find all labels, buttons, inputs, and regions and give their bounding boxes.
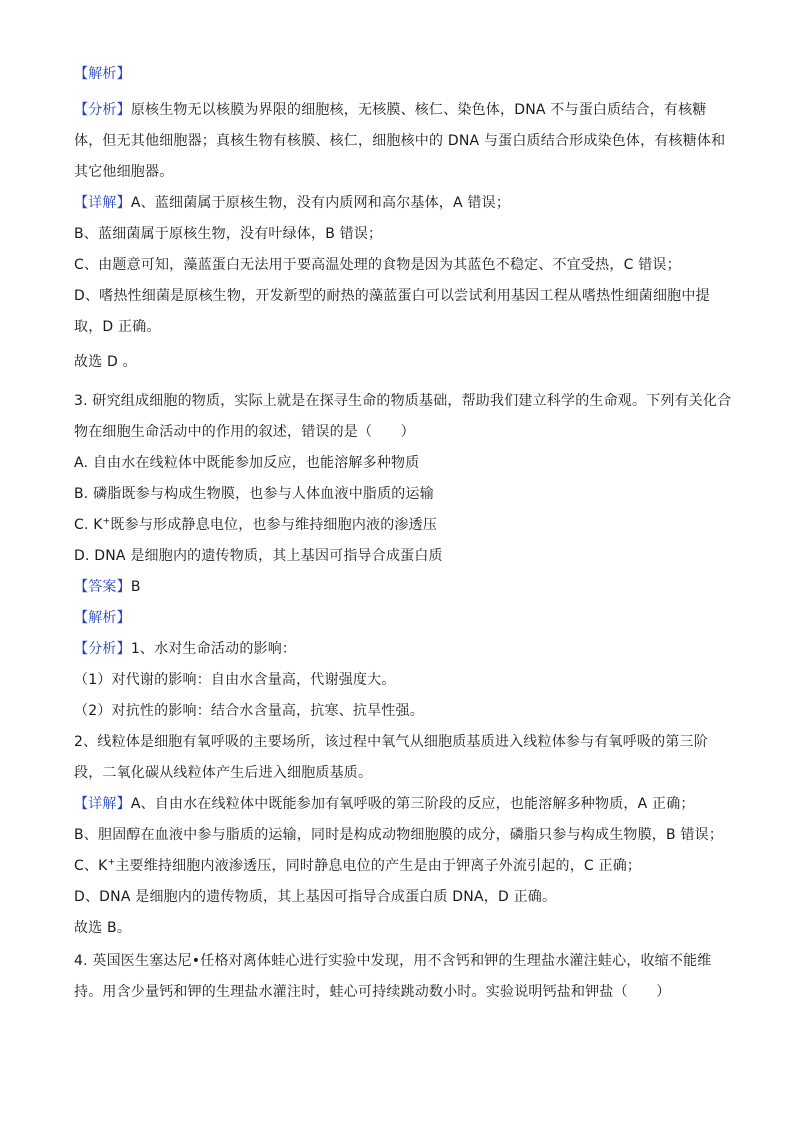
fenxi-line-1 <box>74 100 724 120</box>
question3-stem-1: 3. 研究组成细胞的物质，实际上就是在探寻生命的物质基础，帮助我们建立科学的生命观。下列有关化合 <box>74 393 732 409</box>
option-c-sup: + <box>102 516 111 527</box>
question3-option-c <box>74 515 724 535</box>
question4-stem-2: 持。用含少量钙和钾的生理盐水灌注时，蛙心可持续跳动数小时。实验说明钙盐和钾盐（ ） <box>74 984 671 1000</box>
fenxi-line-3: 其它他细胞器。 <box>74 164 174 180</box>
xiangjie3-line-c <box>74 856 724 876</box>
fenxi-label-3: 【分析】 <box>74 641 131 657</box>
fenxi-label-1: 【分析】 <box>74 102 131 118</box>
answer-line-3 <box>74 577 724 597</box>
xiangjie3-line-d: D、DNA 是细胞内的遗传物质，其上基因可指导合成蛋白质 DNA，D 正确。 <box>74 889 557 905</box>
conclusion-3: 故选 B。 <box>74 920 132 936</box>
conclusion-1: 故选 D 。 <box>74 354 137 370</box>
xiangjie-line-a <box>74 193 724 213</box>
xiangjie3-text-a: A、自由水在线粒体中既能参加有氧呼吸的第三阶段的反应，也能溶解多种物质，A 正确； <box>130 796 695 812</box>
fenxi3-text-1: 1、水对生命活动的影响： <box>130 641 297 657</box>
jiexi-label-1: 【解析】 <box>74 66 131 82</box>
fenxi3-line-3: （2）对抗性的影响：结合水含量高，抗寒、抗旱性强。 <box>74 703 424 719</box>
xiangjie3-line-a <box>74 794 724 814</box>
option-c-suffix: 既参与形成静息电位，也参与维持细胞内液的渗透压 <box>110 517 438 533</box>
xiangjie3-c-sup: + <box>107 857 116 868</box>
answer-label-3: 【答案】 <box>74 579 131 595</box>
question3-stem-2: 物在细胞生命活动中的作用的叙述，错误的是（ ） <box>74 424 415 440</box>
xiangjie-label-3: 【详解】 <box>74 796 131 812</box>
xiangjie3-c-prefix: C、K <box>74 858 108 874</box>
fenxi3-line-1 <box>74 639 724 659</box>
jiexi-label-3: 【解析】 <box>74 610 131 626</box>
question4-stem-1: 4. 英国医生塞达尼•任格对离体蛙心进行实验中发现，用不含钙和钾的生理盐水灌注蛙心，收缩不能维 <box>74 953 712 969</box>
xiangjie-label-1: 【详解】 <box>74 195 131 211</box>
fenxi3-line-4: 2、线粒体是细胞有氧呼吸的主要场所，该过程中氧气从细胞质基质进入线粒体参与有氧呼吸的第三阶 <box>74 734 708 750</box>
fenxi-text-1: 原核生物无以核膜为界限的细胞核，无核膜、核仁、染色体，DNA 不与蛋白质结合，有核糖 <box>130 102 707 118</box>
xiangjie-line-b: B、蓝细菌属于原核生物，没有叶绿体，B 错误； <box>74 226 383 242</box>
fenxi-line-2: 体，但无其他细胞器；真核生物有核膜、核仁，细胞核中的 DNA 与蛋白质结合形成染色体，有核糖体和 <box>74 133 726 149</box>
xiangjie-text-a: A、蓝细菌属于原核生物，没有内质网和高尔基体，A 错误； <box>130 195 511 211</box>
answer-value-3: B <box>130 579 141 595</box>
option-c-prefix: C. K <box>74 517 103 533</box>
xiangjie-line-d: D、嗜热性细菌是原核生物，开发新型的耐热的藻蓝蛋白可以尝试利用基因工程从嗜热性细菌细胞中提 <box>74 288 710 304</box>
question3-option-b: B. 磷脂既参与构成生物膜，也参与人体血液中脂质的运输 <box>74 486 434 502</box>
xiangjie3-c-suffix: 主要维持细胞内液渗透压，同时静息电位的产生是由于钾离子外流引起的，C 正确； <box>115 858 642 874</box>
xiangjie3-line-b: B、胆固醇在血液中参与脂质的运输，同时是构成动物细胞膜的成分，磷脂只参与构成生物膜，B 错误； <box>74 827 724 843</box>
fenxi3-line-5: 段，二氧化碳从线粒体产生后进入细胞质基质。 <box>74 765 373 781</box>
fenxi3-line-2: （1）对代谢的影响：自由水含量高，代谢强度大。 <box>74 672 396 688</box>
question3-option-d: D. DNA 是细胞内的遗传物质，其上基因可指导合成蛋白质 <box>74 548 443 564</box>
question3-option-a: A. 自由水在线粒体中既能参加反应，也能溶解多种物质 <box>74 455 420 471</box>
xiangjie-line-d2: 取，D 正确。 <box>74 319 161 335</box>
xiangjie-line-c: C、由题意可知，藻蓝蛋白无法用于要高温处理的食物是因为其蓝色不稳定、不宜受热，C 错误； <box>74 257 681 273</box>
